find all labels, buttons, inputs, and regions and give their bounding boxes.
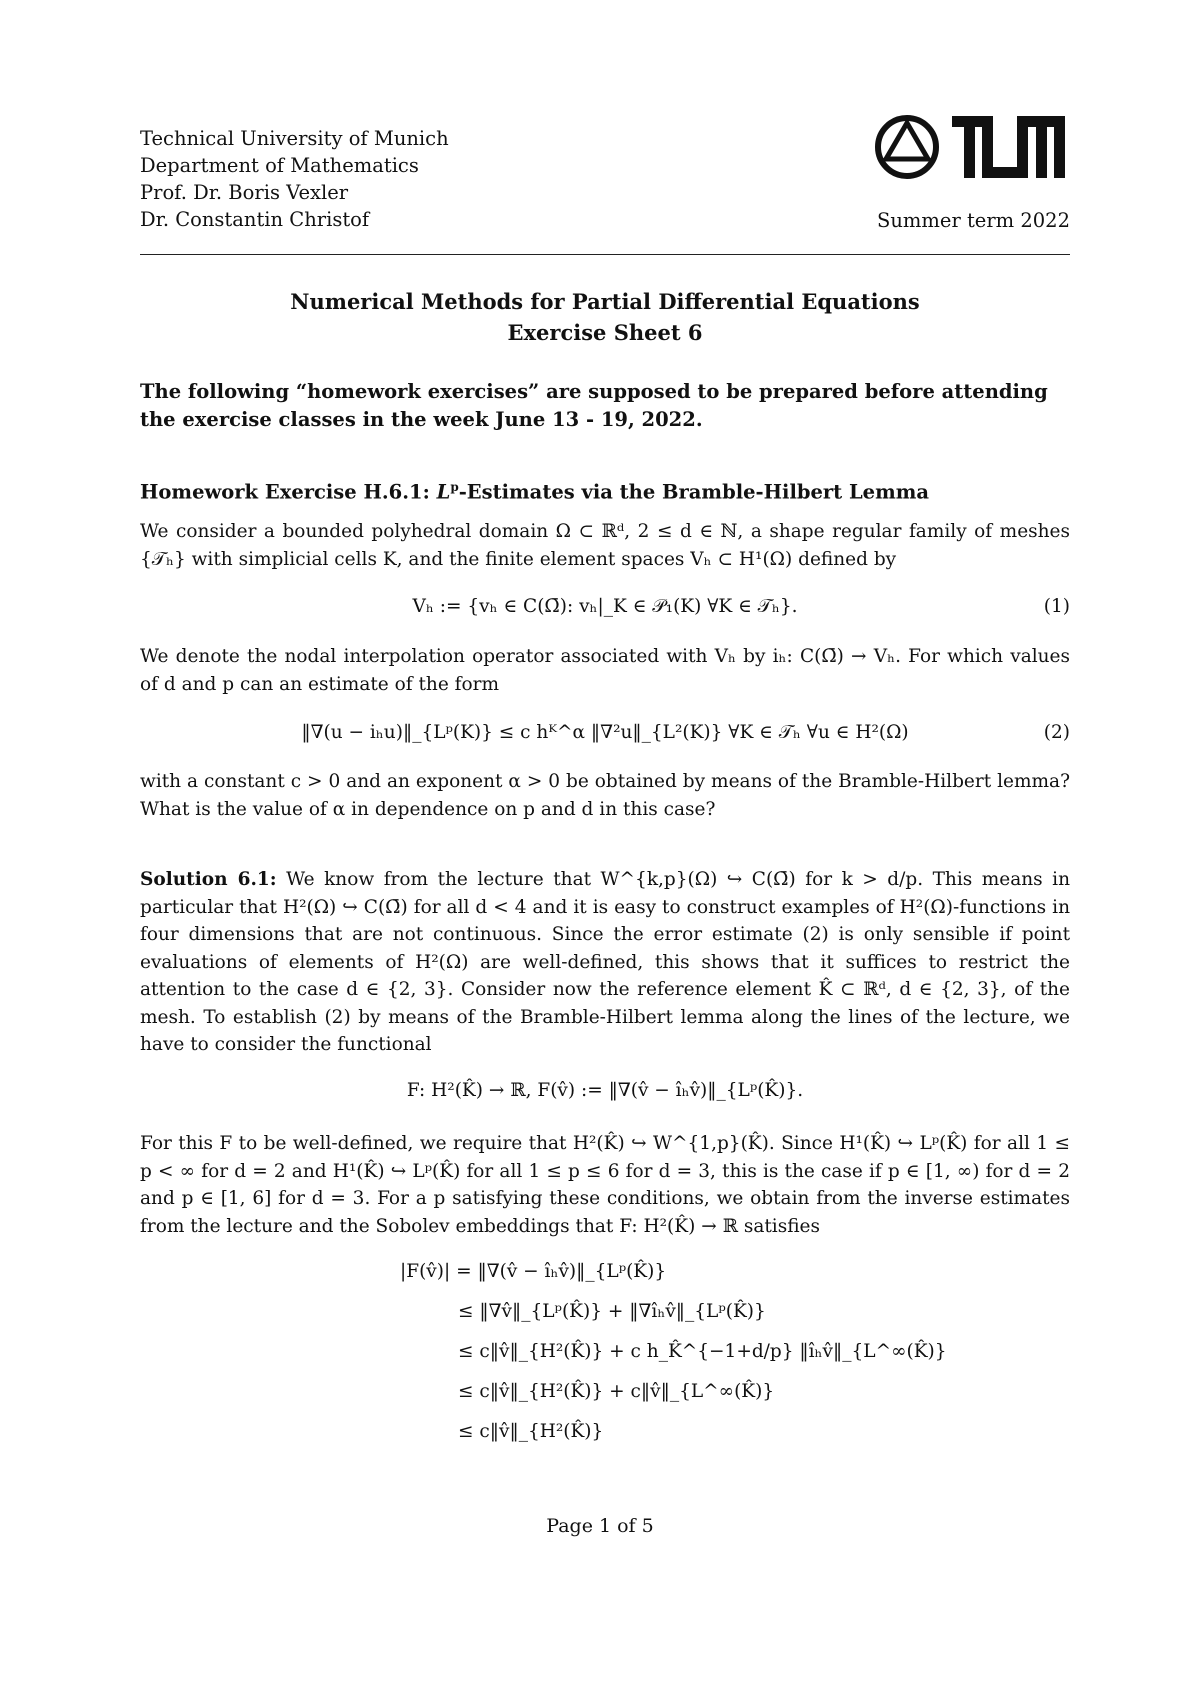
exercise-heading	[140, 480, 929, 504]
exercise-paragraph-1: We consider a bounded polyhedral domain Ω ⊂ ℝᵈ, 2 ≤ d ∈ ℕ, a shape regular family of meshes {𝒯ₕ} with simplicial cells K, and the finite element spaces Vₕ ⊂ H¹(Ω) defined by	[140, 521, 1070, 570]
department-name: Department of Mathematics	[140, 154, 419, 177]
equation-2-number: (2)	[1043, 722, 1070, 743]
triangle-circle-logo-icon	[878, 118, 936, 176]
professor-name: Prof. Dr. Boris Vexler	[140, 181, 349, 204]
equation-3-body: F: H²(K̂) → ℝ, F(v̂) := ‖∇(v̂ − îₕv̂)‖_{Lᵖ(K̂)}.	[406, 1080, 804, 1101]
inequality-line-1: |F(v̂)| = ‖∇(v̂ − îₕv̂)‖_{Lᵖ(K̂)}	[400, 1261, 667, 1282]
page-footer: Page 1 of 5	[546, 1515, 654, 1537]
university-name: Technical University of Munich	[140, 127, 449, 150]
equation-1-body: Vₕ := {vₕ ∈ C(Ω̄): vₕ|_K ∈ 𝒫₁(K) ∀K ∈ 𝒯ₕ}.	[412, 596, 798, 617]
course-title: Numerical Methods for Partial Differential Equations	[290, 289, 920, 314]
tum-wordmark-icon	[952, 116, 1065, 178]
exercise-heading-symbol: L	[436, 480, 451, 504]
exercise-paragraph-2: We denote the nodal interpolation operator associated with Vₕ by iₕ: C(Ω̄) → Vₕ. For which values of d and p can an estimate of the form	[140, 646, 1070, 695]
equation-2-body: ‖∇(u − iₕu)‖_{Lᵖ(K)} ≤ c hᴷ^α ‖∇²u‖_{L²(K)} ∀K ∈ 𝒯ₕ ∀u ∈ H²(Ω)	[301, 722, 909, 743]
solution-paragraph-2: For this F to be well-defined, we require that H²(K̂) ↪ W^{1,p}(K̂). Since H¹(K̂) ↪ Lᵖ(K̂) for all 1 ≤ p < ∞ for d = 2 and H¹(K̂) ↪ Lᵖ(K̂) for all 1 ≤ p ≤ 6 for d = 3, this is the case if p ∈ [1, ∞) for d = 2 and p ∈ [1, 6] for d = 3. For a p satisfying these conditions, we obtain from the inverse estimates from the lecture and the Sobolev embeddings that F: H²(K̂) → ℝ satisfies	[140, 1133, 1070, 1237]
intro-text: The following “homework exercises” are supposed to be prepared before attending the exercise classes in the week June 13 - 19, 2022.	[140, 380, 1048, 431]
exercise-paragraph-3: with a constant c > 0 and an exponent α > 0 be obtained by means of the Bramble-Hilbert lemma? What is the value of α in dependence on p and d in this case?	[140, 771, 1070, 820]
equation-1-number: (1)	[1043, 596, 1070, 617]
exercise-heading-rest: -Estimates via the Bramble-Hilbert Lemma	[458, 480, 929, 504]
assistant-name: Dr. Constantin Christof	[140, 208, 370, 231]
header-info	[140, 125, 449, 233]
solution-paragraph-1	[140, 866, 1070, 1059]
solution-label: Solution 6.1:	[140, 869, 277, 890]
exercise-heading-prefix: Homework Exercise H.6.1:	[140, 480, 430, 504]
inequality-chain	[400, 1252, 947, 1452]
solution-text-1: We know from the lecture that W^{k,p}(Ω) ↪ C(Ω̄) for k > d/p. This means in particular that H²(Ω) ↪ C(Ω̄) for all d < 4 and it is easy to construct examples of H²(Ω)-functions in four dimensions that are not continuous. Since the error estimate (2) is only sensible if point evaluations of elements of H²(Ω) are well-defined, this shows that it suffices to restrict the attention to the case d ∈ {2, 3}. Consider now the reference element K̂ ⊂ ℝᵈ, d ∈ {2, 3}, of the mesh. To establish (2) by means of the Bramble-Hilbert lemma along the lines of the lecture, we have to consider the functional	[140, 869, 1070, 1055]
inequality-line-4: ≤ c‖v̂‖_{H²(K̂)} + c‖v̂‖_{L^∞(K̂)}	[458, 1381, 775, 1402]
document-title	[140, 286, 1070, 348]
exercise-heading-sup: p	[450, 480, 459, 494]
term-label: Summer term 2022	[877, 209, 1070, 232]
header-divider	[140, 254, 1070, 255]
inequality-line-2: ≤ ‖∇v̂‖_{Lᵖ(K̂)} + ‖∇îₕv̂‖_{Lᵖ(K̂)}	[458, 1301, 766, 1322]
inequality-line-3: ≤ c‖v̂‖_{H²(K̂)} + c h_K̂^{−1+d/p} ‖îₕv̂‖_{L^∞(K̂)}	[458, 1341, 947, 1362]
sheet-title: Exercise Sheet 6	[507, 320, 703, 345]
tum-logo	[872, 112, 1070, 182]
inequality-line-5: ≤ c‖v̂‖_{H²(K̂)}	[458, 1421, 604, 1442]
